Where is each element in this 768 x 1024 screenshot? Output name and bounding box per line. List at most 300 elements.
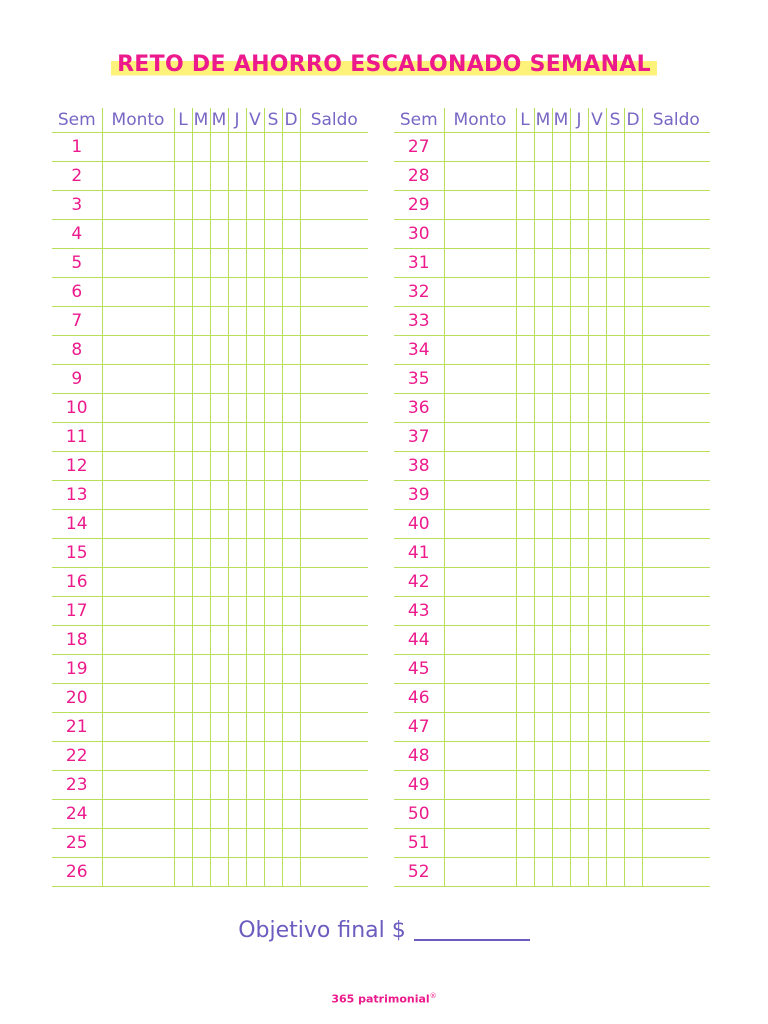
day-v-cell[interactable] <box>588 858 606 887</box>
day-j-cell[interactable] <box>570 307 588 336</box>
day-j-cell[interactable] <box>228 162 246 191</box>
monto-cell[interactable] <box>102 829 174 858</box>
day-m-cell[interactable] <box>192 220 210 249</box>
saldo-cell[interactable] <box>300 800 368 829</box>
day-j-cell[interactable] <box>228 597 246 626</box>
saldo-cell[interactable] <box>300 191 368 220</box>
day-j-cell[interactable] <box>570 800 588 829</box>
day-m-cell[interactable] <box>534 394 552 423</box>
day-d-cell[interactable] <box>624 394 642 423</box>
day-m-cell[interactable] <box>192 829 210 858</box>
day-m-cell[interactable] <box>192 336 210 365</box>
day-s-cell[interactable] <box>264 655 282 684</box>
day-j-cell[interactable] <box>570 829 588 858</box>
day-s-cell[interactable] <box>606 713 624 742</box>
day-l-cell[interactable] <box>174 539 192 568</box>
day-v-cell[interactable] <box>588 162 606 191</box>
monto-cell[interactable] <box>102 858 174 887</box>
monto-cell[interactable] <box>102 539 174 568</box>
day-d-cell[interactable] <box>624 481 642 510</box>
monto-cell[interactable] <box>444 655 516 684</box>
saldo-cell[interactable] <box>642 481 710 510</box>
saldo-cell[interactable] <box>642 626 710 655</box>
saldo-cell[interactable] <box>642 829 710 858</box>
day-d-cell[interactable] <box>282 481 300 510</box>
day-m2-cell[interactable] <box>552 858 570 887</box>
day-j-cell[interactable] <box>570 162 588 191</box>
day-j-cell[interactable] <box>228 684 246 713</box>
day-v-cell[interactable] <box>588 800 606 829</box>
day-m2-cell[interactable] <box>210 423 228 452</box>
day-m-cell[interactable] <box>534 684 552 713</box>
day-m-cell[interactable] <box>534 249 552 278</box>
day-m-cell[interactable] <box>534 133 552 162</box>
day-v-cell[interactable] <box>246 626 264 655</box>
day-l-cell[interactable] <box>516 481 534 510</box>
day-s-cell[interactable] <box>264 713 282 742</box>
day-s-cell[interactable] <box>606 423 624 452</box>
day-d-cell[interactable] <box>282 626 300 655</box>
day-v-cell[interactable] <box>246 452 264 481</box>
day-l-cell[interactable] <box>516 858 534 887</box>
saldo-cell[interactable] <box>300 568 368 597</box>
day-s-cell[interactable] <box>264 626 282 655</box>
day-s-cell[interactable] <box>264 452 282 481</box>
day-d-cell[interactable] <box>282 307 300 336</box>
day-s-cell[interactable] <box>606 336 624 365</box>
day-j-cell[interactable] <box>570 394 588 423</box>
day-m2-cell[interactable] <box>552 655 570 684</box>
monto-cell[interactable] <box>102 626 174 655</box>
day-j-cell[interactable] <box>570 452 588 481</box>
day-d-cell[interactable] <box>282 539 300 568</box>
monto-cell[interactable] <box>444 539 516 568</box>
day-v-cell[interactable] <box>246 771 264 800</box>
day-l-cell[interactable] <box>516 423 534 452</box>
day-d-cell[interactable] <box>624 800 642 829</box>
monto-cell[interactable] <box>444 423 516 452</box>
day-m-cell[interactable] <box>192 162 210 191</box>
monto-cell[interactable] <box>444 307 516 336</box>
day-s-cell[interactable] <box>264 597 282 626</box>
day-l-cell[interactable] <box>516 800 534 829</box>
monto-cell[interactable] <box>444 336 516 365</box>
saldo-cell[interactable] <box>300 510 368 539</box>
saldo-cell[interactable] <box>300 626 368 655</box>
monto-cell[interactable] <box>102 597 174 626</box>
day-m-cell[interactable] <box>534 655 552 684</box>
day-s-cell[interactable] <box>606 829 624 858</box>
day-m2-cell[interactable] <box>210 336 228 365</box>
day-l-cell[interactable] <box>174 365 192 394</box>
day-d-cell[interactable] <box>282 220 300 249</box>
saldo-cell[interactable] <box>642 742 710 771</box>
saldo-cell[interactable] <box>642 249 710 278</box>
saldo-cell[interactable] <box>300 249 368 278</box>
day-m2-cell[interactable] <box>210 133 228 162</box>
day-v-cell[interactable] <box>588 452 606 481</box>
day-m-cell[interactable] <box>534 336 552 365</box>
day-l-cell[interactable] <box>174 713 192 742</box>
saldo-cell[interactable] <box>300 713 368 742</box>
monto-cell[interactable] <box>102 336 174 365</box>
day-l-cell[interactable] <box>516 307 534 336</box>
monto-cell[interactable] <box>444 481 516 510</box>
day-s-cell[interactable] <box>264 220 282 249</box>
saldo-cell[interactable] <box>300 307 368 336</box>
day-j-cell[interactable] <box>570 568 588 597</box>
day-s-cell[interactable] <box>606 133 624 162</box>
day-d-cell[interactable] <box>624 510 642 539</box>
day-v-cell[interactable] <box>588 771 606 800</box>
monto-cell[interactable] <box>444 365 516 394</box>
day-s-cell[interactable] <box>606 162 624 191</box>
day-m-cell[interactable] <box>534 626 552 655</box>
monto-cell[interactable] <box>102 742 174 771</box>
day-v-cell[interactable] <box>588 481 606 510</box>
day-m-cell[interactable] <box>534 220 552 249</box>
day-j-cell[interactable] <box>228 568 246 597</box>
day-j-cell[interactable] <box>228 336 246 365</box>
day-j-cell[interactable] <box>228 800 246 829</box>
day-l-cell[interactable] <box>516 191 534 220</box>
day-v-cell[interactable] <box>588 307 606 336</box>
day-s-cell[interactable] <box>606 800 624 829</box>
day-d-cell[interactable] <box>624 365 642 394</box>
day-s-cell[interactable] <box>264 133 282 162</box>
day-s-cell[interactable] <box>264 307 282 336</box>
day-m-cell[interactable] <box>192 278 210 307</box>
day-l-cell[interactable] <box>174 220 192 249</box>
day-l-cell[interactable] <box>174 626 192 655</box>
day-v-cell[interactable] <box>246 278 264 307</box>
day-m2-cell[interactable] <box>210 365 228 394</box>
day-j-cell[interactable] <box>228 858 246 887</box>
day-s-cell[interactable] <box>264 365 282 394</box>
day-m2-cell[interactable] <box>210 655 228 684</box>
day-d-cell[interactable] <box>624 220 642 249</box>
day-m-cell[interactable] <box>534 800 552 829</box>
day-j-cell[interactable] <box>570 365 588 394</box>
day-v-cell[interactable] <box>246 510 264 539</box>
day-s-cell[interactable] <box>606 278 624 307</box>
day-j-cell[interactable] <box>228 307 246 336</box>
day-j-cell[interactable] <box>570 597 588 626</box>
day-d-cell[interactable] <box>624 539 642 568</box>
day-d-cell[interactable] <box>624 742 642 771</box>
day-l-cell[interactable] <box>516 626 534 655</box>
day-j-cell[interactable] <box>228 133 246 162</box>
day-d-cell[interactable] <box>282 568 300 597</box>
monto-cell[interactable] <box>102 133 174 162</box>
day-v-cell[interactable] <box>588 336 606 365</box>
day-v-cell[interactable] <box>246 162 264 191</box>
day-l-cell[interactable] <box>174 336 192 365</box>
saldo-cell[interactable] <box>642 539 710 568</box>
day-m-cell[interactable] <box>192 742 210 771</box>
day-m-cell[interactable] <box>534 771 552 800</box>
day-d-cell[interactable] <box>282 191 300 220</box>
day-m2-cell[interactable] <box>210 684 228 713</box>
monto-cell[interactable] <box>102 452 174 481</box>
day-s-cell[interactable] <box>264 829 282 858</box>
day-l-cell[interactable] <box>516 742 534 771</box>
day-d-cell[interactable] <box>624 858 642 887</box>
day-l-cell[interactable] <box>516 655 534 684</box>
day-v-cell[interactable] <box>246 568 264 597</box>
saldo-cell[interactable] <box>300 597 368 626</box>
day-m2-cell[interactable] <box>552 829 570 858</box>
day-l-cell[interactable] <box>516 336 534 365</box>
day-d-cell[interactable] <box>282 365 300 394</box>
day-l-cell[interactable] <box>516 278 534 307</box>
day-l-cell[interactable] <box>174 278 192 307</box>
day-m-cell[interactable] <box>192 481 210 510</box>
monto-cell[interactable] <box>444 133 516 162</box>
day-s-cell[interactable] <box>264 249 282 278</box>
day-j-cell[interactable] <box>570 191 588 220</box>
monto-cell[interactable] <box>102 771 174 800</box>
day-s-cell[interactable] <box>264 423 282 452</box>
day-m2-cell[interactable] <box>552 307 570 336</box>
day-l-cell[interactable] <box>174 249 192 278</box>
saldo-cell[interactable] <box>642 162 710 191</box>
day-m2-cell[interactable] <box>210 510 228 539</box>
day-d-cell[interactable] <box>282 510 300 539</box>
day-v-cell[interactable] <box>588 713 606 742</box>
day-v-cell[interactable] <box>246 829 264 858</box>
saldo-cell[interactable] <box>642 684 710 713</box>
day-m-cell[interactable] <box>192 771 210 800</box>
day-v-cell[interactable] <box>246 597 264 626</box>
day-l-cell[interactable] <box>174 481 192 510</box>
day-s-cell[interactable] <box>606 307 624 336</box>
day-v-cell[interactable] <box>246 423 264 452</box>
day-m2-cell[interactable] <box>210 162 228 191</box>
day-l-cell[interactable] <box>516 162 534 191</box>
day-d-cell[interactable] <box>282 713 300 742</box>
day-m-cell[interactable] <box>534 307 552 336</box>
saldo-cell[interactable] <box>300 220 368 249</box>
saldo-cell[interactable] <box>642 278 710 307</box>
day-m2-cell[interactable] <box>210 481 228 510</box>
day-m2-cell[interactable] <box>210 800 228 829</box>
day-j-cell[interactable] <box>228 742 246 771</box>
day-v-cell[interactable] <box>588 684 606 713</box>
day-v-cell[interactable] <box>588 568 606 597</box>
day-m-cell[interactable] <box>192 684 210 713</box>
day-m2-cell[interactable] <box>552 394 570 423</box>
day-d-cell[interactable] <box>282 858 300 887</box>
monto-cell[interactable] <box>444 626 516 655</box>
day-s-cell[interactable] <box>606 365 624 394</box>
monto-cell[interactable] <box>102 800 174 829</box>
day-s-cell[interactable] <box>264 771 282 800</box>
saldo-cell[interactable] <box>642 220 710 249</box>
day-v-cell[interactable] <box>588 394 606 423</box>
day-m2-cell[interactable] <box>552 249 570 278</box>
day-j-cell[interactable] <box>570 133 588 162</box>
day-s-cell[interactable] <box>606 858 624 887</box>
day-m2-cell[interactable] <box>552 365 570 394</box>
day-m-cell[interactable] <box>534 365 552 394</box>
day-v-cell[interactable] <box>246 800 264 829</box>
day-j-cell[interactable] <box>570 771 588 800</box>
day-l-cell[interactable] <box>174 133 192 162</box>
day-j-cell[interactable] <box>570 742 588 771</box>
day-m2-cell[interactable] <box>210 278 228 307</box>
day-s-cell[interactable] <box>264 858 282 887</box>
day-d-cell[interactable] <box>282 336 300 365</box>
day-s-cell[interactable] <box>264 481 282 510</box>
saldo-cell[interactable] <box>642 568 710 597</box>
day-d-cell[interactable] <box>282 394 300 423</box>
day-j-cell[interactable] <box>570 249 588 278</box>
day-m-cell[interactable] <box>534 539 552 568</box>
day-v-cell[interactable] <box>588 510 606 539</box>
day-m2-cell[interactable] <box>552 713 570 742</box>
day-v-cell[interactable] <box>588 249 606 278</box>
saldo-cell[interactable] <box>300 829 368 858</box>
day-d-cell[interactable] <box>624 452 642 481</box>
day-l-cell[interactable] <box>174 858 192 887</box>
day-j-cell[interactable] <box>228 249 246 278</box>
day-m2-cell[interactable] <box>552 771 570 800</box>
day-j-cell[interactable] <box>228 771 246 800</box>
day-v-cell[interactable] <box>588 829 606 858</box>
day-m-cell[interactable] <box>192 539 210 568</box>
day-m2-cell[interactable] <box>552 510 570 539</box>
day-l-cell[interactable] <box>516 713 534 742</box>
monto-cell[interactable] <box>102 423 174 452</box>
day-d-cell[interactable] <box>624 191 642 220</box>
day-s-cell[interactable] <box>264 336 282 365</box>
saldo-cell[interactable] <box>300 133 368 162</box>
day-j-cell[interactable] <box>228 423 246 452</box>
day-v-cell[interactable] <box>588 626 606 655</box>
day-d-cell[interactable] <box>624 771 642 800</box>
day-l-cell[interactable] <box>516 539 534 568</box>
day-l-cell[interactable] <box>174 423 192 452</box>
monto-cell[interactable] <box>102 394 174 423</box>
day-v-cell[interactable] <box>246 394 264 423</box>
day-m2-cell[interactable] <box>552 800 570 829</box>
monto-cell[interactable] <box>102 249 174 278</box>
day-m2-cell[interactable] <box>552 742 570 771</box>
saldo-cell[interactable] <box>300 684 368 713</box>
day-d-cell[interactable] <box>624 307 642 336</box>
day-m-cell[interactable] <box>534 423 552 452</box>
saldo-cell[interactable] <box>300 394 368 423</box>
day-m-cell[interactable] <box>192 365 210 394</box>
day-l-cell[interactable] <box>516 249 534 278</box>
monto-cell[interactable] <box>102 307 174 336</box>
day-m-cell[interactable] <box>534 481 552 510</box>
day-m2-cell[interactable] <box>552 278 570 307</box>
monto-cell[interactable] <box>102 365 174 394</box>
day-v-cell[interactable] <box>588 220 606 249</box>
day-d-cell[interactable] <box>282 162 300 191</box>
day-l-cell[interactable] <box>516 771 534 800</box>
day-d-cell[interactable] <box>624 162 642 191</box>
day-v-cell[interactable] <box>246 336 264 365</box>
day-v-cell[interactable] <box>588 365 606 394</box>
day-s-cell[interactable] <box>606 655 624 684</box>
day-m-cell[interactable] <box>192 249 210 278</box>
day-m2-cell[interactable] <box>210 539 228 568</box>
day-m2-cell[interactable] <box>210 249 228 278</box>
day-s-cell[interactable] <box>606 742 624 771</box>
day-l-cell[interactable] <box>174 800 192 829</box>
monto-cell[interactable] <box>102 220 174 249</box>
day-l-cell[interactable] <box>174 597 192 626</box>
day-m2-cell[interactable] <box>210 452 228 481</box>
day-d-cell[interactable] <box>282 133 300 162</box>
day-d-cell[interactable] <box>282 829 300 858</box>
day-m-cell[interactable] <box>192 510 210 539</box>
day-s-cell[interactable] <box>264 684 282 713</box>
monto-cell[interactable] <box>444 597 516 626</box>
saldo-cell[interactable] <box>642 713 710 742</box>
saldo-cell[interactable] <box>300 423 368 452</box>
day-j-cell[interactable] <box>570 684 588 713</box>
day-d-cell[interactable] <box>624 597 642 626</box>
day-j-cell[interactable] <box>228 394 246 423</box>
day-m-cell[interactable] <box>192 713 210 742</box>
day-m2-cell[interactable] <box>210 626 228 655</box>
day-l-cell[interactable] <box>516 829 534 858</box>
day-s-cell[interactable] <box>606 771 624 800</box>
day-v-cell[interactable] <box>246 249 264 278</box>
day-l-cell[interactable] <box>516 394 534 423</box>
day-j-cell[interactable] <box>228 626 246 655</box>
monto-cell[interactable] <box>444 742 516 771</box>
saldo-cell[interactable] <box>300 858 368 887</box>
day-s-cell[interactable] <box>606 249 624 278</box>
day-s-cell[interactable] <box>264 539 282 568</box>
day-l-cell[interactable] <box>516 452 534 481</box>
day-j-cell[interactable] <box>570 655 588 684</box>
day-j-cell[interactable] <box>570 626 588 655</box>
day-l-cell[interactable] <box>174 829 192 858</box>
day-j-cell[interactable] <box>228 655 246 684</box>
day-d-cell[interactable] <box>282 452 300 481</box>
day-v-cell[interactable] <box>588 278 606 307</box>
goal-blank[interactable] <box>414 919 530 941</box>
day-m-cell[interactable] <box>534 568 552 597</box>
day-m-cell[interactable] <box>192 568 210 597</box>
saldo-cell[interactable] <box>642 858 710 887</box>
day-s-cell[interactable] <box>264 394 282 423</box>
day-l-cell[interactable] <box>516 365 534 394</box>
day-l-cell[interactable] <box>174 307 192 336</box>
day-v-cell[interactable] <box>246 481 264 510</box>
day-s-cell[interactable] <box>264 510 282 539</box>
monto-cell[interactable] <box>444 713 516 742</box>
saldo-cell[interactable] <box>642 597 710 626</box>
day-j-cell[interactable] <box>570 713 588 742</box>
day-d-cell[interactable] <box>624 423 642 452</box>
saldo-cell[interactable] <box>642 423 710 452</box>
day-m2-cell[interactable] <box>210 220 228 249</box>
day-l-cell[interactable] <box>174 191 192 220</box>
day-m2-cell[interactable] <box>210 191 228 220</box>
day-s-cell[interactable] <box>606 539 624 568</box>
day-s-cell[interactable] <box>606 220 624 249</box>
day-l-cell[interactable] <box>174 771 192 800</box>
day-j-cell[interactable] <box>570 858 588 887</box>
day-m-cell[interactable] <box>534 278 552 307</box>
